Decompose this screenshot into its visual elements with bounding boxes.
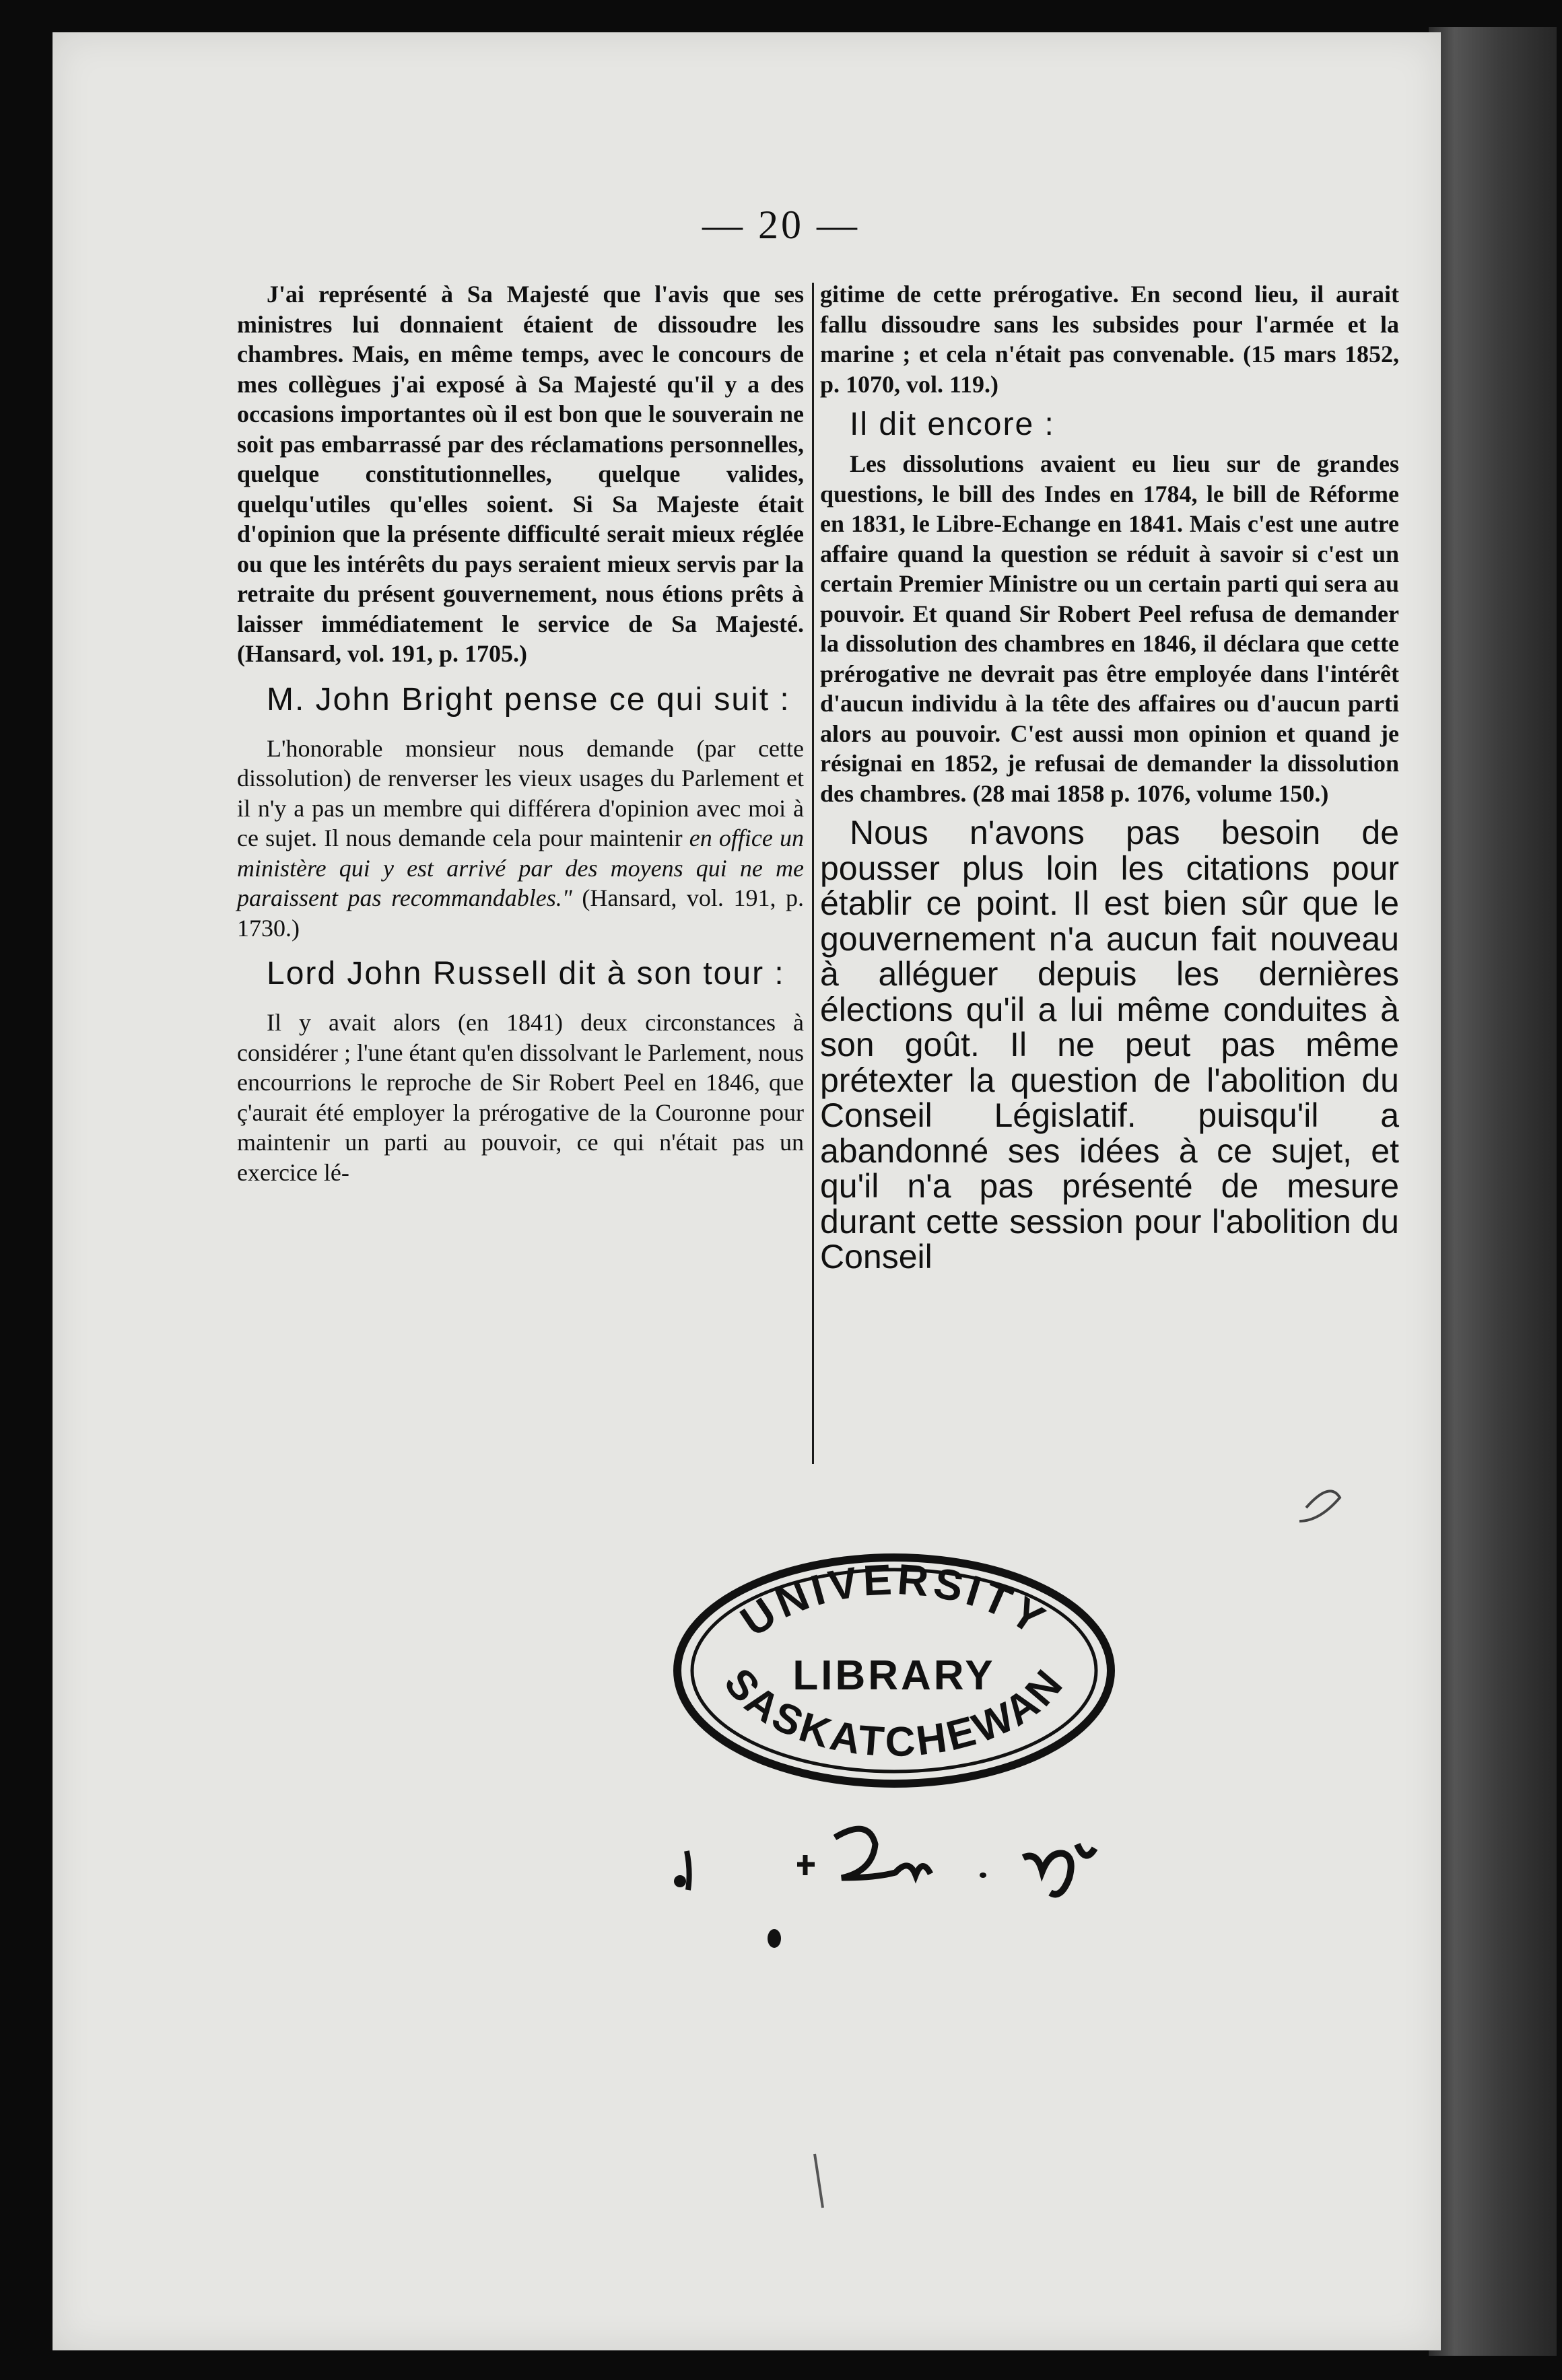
quote-block-3-continued: gitime de cette prérogative. En second lieu, il aurait fallu dissoudre sans les subsides pour l'armée et la marine ; et cela n'était pas convenable. (15 mars 1852, p. 1070, vol. 119.) [820, 281, 1399, 398]
quote2-start: L'honorable monsieur nous demande (par cette dissolution) de renverser les vieux usages du Parlement et il n'y a pas un membre qui différera d'opinion avec moi à ce sujet. Il nous demande cela pour maintenir [237, 734, 804, 851]
intro-john-bright: M. John Bright pense ce qui suit : [267, 681, 790, 718]
quote-block-4: Les dissolutions avaient eu lieu sur de grandes questions, le bill des Indes en 1784, le bill de Réforme en 1831, le Libre-Echange en 1841. Mais c'est une autre affaire quand la question se réduit à savoir si c'est un certain Premier Ministre ou un certain parti qui sera au pouvoir. Et quand Sir Robert Peel refusa de demander la dissolution des chambres en 1846, il déclara que cette prérogative ne devrait pas être employée dans l'intérêt d'aucun individu à la tête des affaires ou d'aucun parti alors au pouvoir. C'est aussi mon opinion et quand je résignai en 1852, je refusai de demander la dissolution des chambres. (28 mai 1858 p. 1076, volume 150.) [820, 450, 1399, 807]
quote2-italic: en office un ministère qui y est arrivé par des moyens qui ne me paraissent pas recommandables." [237, 825, 804, 911]
page-number: — 20 — [702, 203, 860, 247]
intro-lord-john-russell: Lord John Russell dit à son tour : [267, 956, 785, 991]
body-paragraph: Nous n'avons pas besoin de pousser plus loin les citations pour établir ce point. Il est bien sûr que le gouvernement n'a aucun fait nouveau à alléguer depuis les dernières élections qu'il a lui même conduites à son goût. Il ne peut pas même prétexter la question de l'abolition du Conseil Législatif. puisqu'il a abandonné ses idées à ce sujet, et qu'il n'a pas présenté de mesure durant cette session pour l'abolition du Conseil [820, 814, 1399, 1275]
quote-block-1: J'ai représenté à Sa Majesté que l'avis que ses ministres lui donnaient étaient de dissoudre les chambres. Mais, en même temps, avec le concours de mes collègues j'ai exposé à Sa Majesté qu'il y a des occasions importantes où il est bon que le souverain ne soit pas embarrassé par des réclamations personnelles, quelque constitutionnelles, quelque valides, quelqu'utiles qu'elles soient. Si Sa Majeste était d'opinion que la présente difficulté serait mieux réglée ou que les intérêts du pays seraient mieux servis par la retraite du présent gouvernement, nous étions prêts à laisser immédiatement le service de Sa Majesté. (Hansard, vol. 191, p. 1705.) [237, 281, 804, 667]
stamp-middle-text: LIBRARY [792, 1652, 996, 1699]
stamp-top-textpath: UNIVERSITY [732, 1555, 1057, 1646]
intro-il-dit-encore: Il dit encore : [850, 407, 1055, 442]
quote2-end: (Hansard, vol. 191, p. 1730.) [237, 884, 804, 942]
stamp-bottom-textpath: SASKATCHEWAN [715, 1659, 1073, 1766]
quote-block-3: Il y avait alors (en 1841) deux circonstances à considérer ; l'une étant qu'en dissolvant le Parlement, nous encourrions le reproche de Sir Robert Peel en 1846, que ç'aurait été employer la prérogative de la Couronne pour maintenir un parti au pouvoir, ce qui n'était pas un exercice lé- [237, 1009, 804, 1186]
